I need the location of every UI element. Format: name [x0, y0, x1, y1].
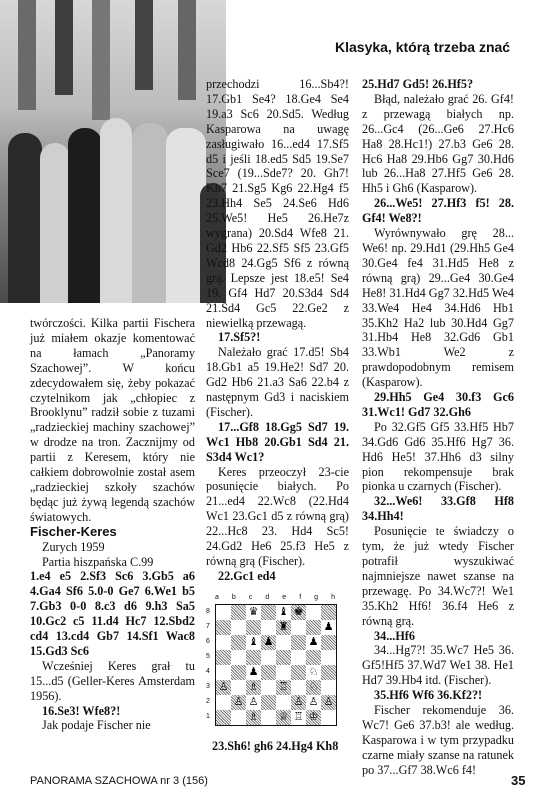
board-square: ♙ [231, 695, 246, 710]
moves-line: 17.Sf5?! [218, 330, 261, 345]
board-square: ♖ [276, 680, 291, 695]
board-square [291, 620, 306, 635]
board-square [321, 650, 336, 665]
board-square [321, 635, 336, 650]
file-label: d [265, 594, 270, 601]
rank-label: 1 [206, 713, 210, 720]
moves-line: 29.Hh5 Ge4 30.f3 Gc6 31.Wc1! Gd7 32.Gh6 [362, 390, 514, 419]
rank-label: 3 [206, 683, 210, 690]
paragraph: Posunięcie te świadczy o tym, że już wtedy Fischer potrafił wyszukiwać najmniejsze nawet szanse na przewagę. Po 34.Wc7?! We1 35.Kh2 Hf6! 36.f4 He6 z równą grą. [362, 524, 514, 628]
board-square [291, 650, 306, 665]
board-square [276, 650, 291, 665]
board-square [276, 635, 291, 650]
board-square: ♟ [323, 621, 334, 633]
board-ranks [206, 604, 210, 724]
paragraph: twórczości. Kilka partii Fischera już miałem okazje komentować na łamach „Panoramy Szachowej”. W końcu zdecydowałem się, żeby pokazać czytelnikom jak „chłopiec z Brooklynu” radził sobie z tuzami „radzieckiej machiny szachowej” w drodze na tron. Zacznijmy od partii z Keresem, który nie całkiem dobrowolnie został asem „radzieckiej szkoły szachów będąc już żywą legendą szachów światowych. [30, 316, 195, 524]
board-square [216, 620, 231, 635]
paragraph: Wyrównywało grę 28... We6! np. 29.Hd1 (29.Hh5 Ge4 30.Ge4 fe4 31.Hd5 He8 z równą grą) 29...Ge4 30.Ge4 He8! 31.Hd4 Gg7 32.Hd5 We4 33.We4 He4 34.Hd6 Hb1 35.Kh2 Ha2 lub 30.Hd4 Gg7 31.Hb4 He8 32.Gd6 Gb1 33.Wb1 We2 z prawdopodobnym remisem (Kasparow). [362, 226, 514, 390]
game-title: Fischer-Keres [30, 523, 117, 539]
page-number: 35 [511, 773, 526, 788]
paragraph: Zurych 1959 [42, 539, 105, 554]
board-square [291, 665, 306, 680]
paragraph: przechodzi 16...Sb4?! 17.Gb1 Se4? 18.Ge4 Se4 19.a3 Sc6 20.Sd5. Według Kasparowa na uwagę zasługiwało 16...ed4 17.Sf5 d5 i jeśli 18.ed5 Sd5 19.Se7 Sce7 (19...Sde7? 20. Gh7! Kh7 21.Sg5 Kg6 22.Hg4 f5 23.Hh4 Se5 24.Se6 Hd6 25.We5! He5 26.He7z wygrana) 20.Sd4 Wfe8 21. Gd2 Hb6 22.Sf5 Sf5 23.Gf5 Wcd8 24.Gg5 Sf6 z równą grą. Lepsze jest 18.e5! Se4 19. Gf4 Hd7 20.S3d4 Sd4 21.Sd4 Gc5 22.Ge2 z niewielką przewagą. [206, 77, 349, 330]
board-square: ♟ [248, 666, 259, 678]
board-square [231, 650, 246, 665]
board-square: ♖ [293, 711, 304, 723]
board-square [261, 695, 276, 710]
moves-line: 1.e4 e5 2.Sf3 Sc6 3.Gb5 a6 4.Ga4 Sf6 5.0-0 Ge7 6.We1 b5 7.Gb3 0-0 8.c3 d6 9.h3 Sa5 10.Gc2 c5 11.d4 Hc7 12.Sbd2 cd4 13.cd4 Gb7 14.Sf1 Wac8 15.Gd3 Sc6 [30, 569, 195, 658]
paragraph: Wcześniej Keres grał tu 15...d5 (Geller-Keres Amsterdam 1956). [30, 658, 195, 703]
paragraph: Po 32.Gf5 Gf5 33.Hf5 Hb7 34.Gd6 Gd6 35.Hf6 Hg7 36. Hd6 He5! 37.Hh6 d3 silny pion rekompensuje brak pionka u czarnych (Fischer). [362, 419, 514, 494]
chess-diagram [206, 594, 336, 734]
board-square [321, 710, 336, 725]
file-label: c [248, 594, 253, 601]
column-3 [362, 77, 514, 778]
board-square [291, 635, 306, 650]
board-square [231, 665, 246, 680]
board-square [231, 710, 246, 725]
moves-line: 35.Hf6 Wf6 36.Kf2?! [374, 688, 483, 703]
board-square: ♜ [276, 620, 291, 635]
magazine-footer: PANORAMA SZACHOWA nr 3 (156) [30, 775, 208, 787]
board-square: ♘ [306, 680, 321, 695]
rank-label: 7 [206, 623, 210, 630]
moves-line: 25.Hd7 Gd5! 26.Hf5? [362, 77, 474, 91]
board-square [246, 620, 261, 635]
file-label: b [231, 594, 236, 601]
board-square: ♙ [308, 696, 319, 708]
board-square [216, 635, 231, 650]
board-square: ♚ [291, 605, 306, 620]
board-square [216, 710, 231, 725]
board-square: ♝ [248, 636, 259, 648]
board-square: ♛ [248, 606, 259, 618]
board-square [261, 620, 276, 635]
board-square [291, 680, 306, 695]
moves-line: 22.Gc1 ed4 [218, 568, 276, 583]
moves-line: 17...Gf8 18.Gg5 Sd7 19. Wc1 Hb8 20.Gb1 Sd4 21. S3d4 Wc1? [206, 419, 349, 464]
board-square: ♔ [306, 710, 321, 725]
board-square: ♗ [246, 710, 261, 725]
paragraph: Należało grać 17.d5! Sb4 18.Gb1 a5 19.He2! Sd7 20. Gd2 Hb6 21.a3 Sa6 22.b4 z następnym Gd3 i naciskiem (Fischer). [206, 345, 349, 419]
board-square [321, 680, 336, 695]
board-square [216, 650, 231, 665]
board-square [261, 680, 276, 695]
moves-line: 34...Hf6 [374, 628, 415, 643]
moves-line: 16.Se3! Wfe8?! [42, 703, 121, 718]
moves-line: 32...We6! 33.Gf8 Hf8 34.Hh4! [362, 494, 514, 524]
board-square: ♙ [216, 680, 231, 695]
board-square [261, 605, 276, 620]
file-label: h [331, 594, 335, 601]
board-square [261, 665, 276, 680]
rank-label: 2 [206, 698, 210, 705]
board-square [321, 605, 336, 620]
board-square: ♗ [246, 680, 261, 695]
board-square: ♟ [261, 635, 276, 650]
paragraph: 34...Hg7?! 35.Wc7 He5 36. Gf5!Hf5 37.Wd7 We1 38. He1 Hd7 39.Hb4 itd. (Fischer). [362, 643, 514, 688]
file-label: e [282, 594, 287, 601]
board-square: ♙ [248, 696, 259, 708]
board-square [216, 605, 231, 620]
board-square [276, 695, 291, 710]
board-square: ♙ [291, 695, 306, 710]
board-square [216, 695, 231, 710]
board-square [306, 605, 321, 620]
file-label: f [299, 594, 302, 601]
board-square [231, 680, 246, 695]
paragraph: Partia hiszpańska C.99 [42, 554, 154, 569]
rank-label: 4 [206, 668, 210, 675]
board-square [246, 650, 261, 665]
paragraph: Błąd, należało grać 26. Gf4! z przewagą białych np. 26...Gc4 (26...Ge6 27.Hc6 Ha8 28.Hc1!) 27.b3 Ge6 28. Hc6 Ha8 29.Hb6 Gg7 30.Hd6 lub 26...Ha8 27.Hf5 Ge6 28. Hh5 i Gh6 (Kasparow). [362, 91, 514, 196]
board-square [261, 650, 276, 665]
board-square [321, 665, 336, 680]
board-square [231, 620, 246, 635]
board-square [306, 620, 321, 635]
rank-label: 6 [206, 638, 210, 645]
board-square: ♝ [278, 606, 289, 618]
board-square [306, 650, 321, 665]
players-photo [0, 0, 226, 303]
board-square [276, 665, 291, 680]
rank-label: 8 [206, 608, 210, 615]
paragraph: Fischer rekomenduje 36. Wc7! Ge6 37.b3! ale według. Kasparowa i w tym przypadku czarne miały szanse na ratunek po 37...Gf7 38.Wc6 f4! [362, 703, 514, 777]
board-square [231, 605, 246, 620]
board-square [231, 635, 246, 650]
paragraph: Keres przeoczył 23-cie posunięcie białych. Po 21...ed4 22.Wc8 (22.Hd4 Wc1 23.Gc1 d5 z równą grą) 22...Hc8 23. Hd4 Sc5! 24.Gd2 He6 25.f3 He5 z równą grą (Fischer). [206, 464, 349, 568]
chess-board [215, 604, 337, 726]
paragraph: Jak podaje Fischer nie [42, 718, 151, 733]
column-1 [30, 316, 195, 733]
diagram-caption: 23.Sh6! gh6 24.Hg4 Kh8 [212, 739, 339, 753]
file-label: g [314, 594, 319, 601]
file-label: a [215, 594, 219, 601]
moves-line: 26...We5! 27.Hf3 f5! 28. Gf4! We8?! [362, 196, 514, 226]
board-square: ♘ [308, 666, 319, 678]
board-square: ♟ [308, 636, 319, 648]
section-header: Klasyka, którą trzeba znać [335, 39, 511, 55]
board-square [261, 710, 276, 725]
board-square: ♕ [276, 710, 291, 725]
board-square: ♙ [321, 695, 336, 710]
rank-label: 5 [206, 653, 210, 660]
column-2 [206, 77, 349, 584]
board-files [215, 594, 335, 601]
board-square [216, 665, 231, 680]
